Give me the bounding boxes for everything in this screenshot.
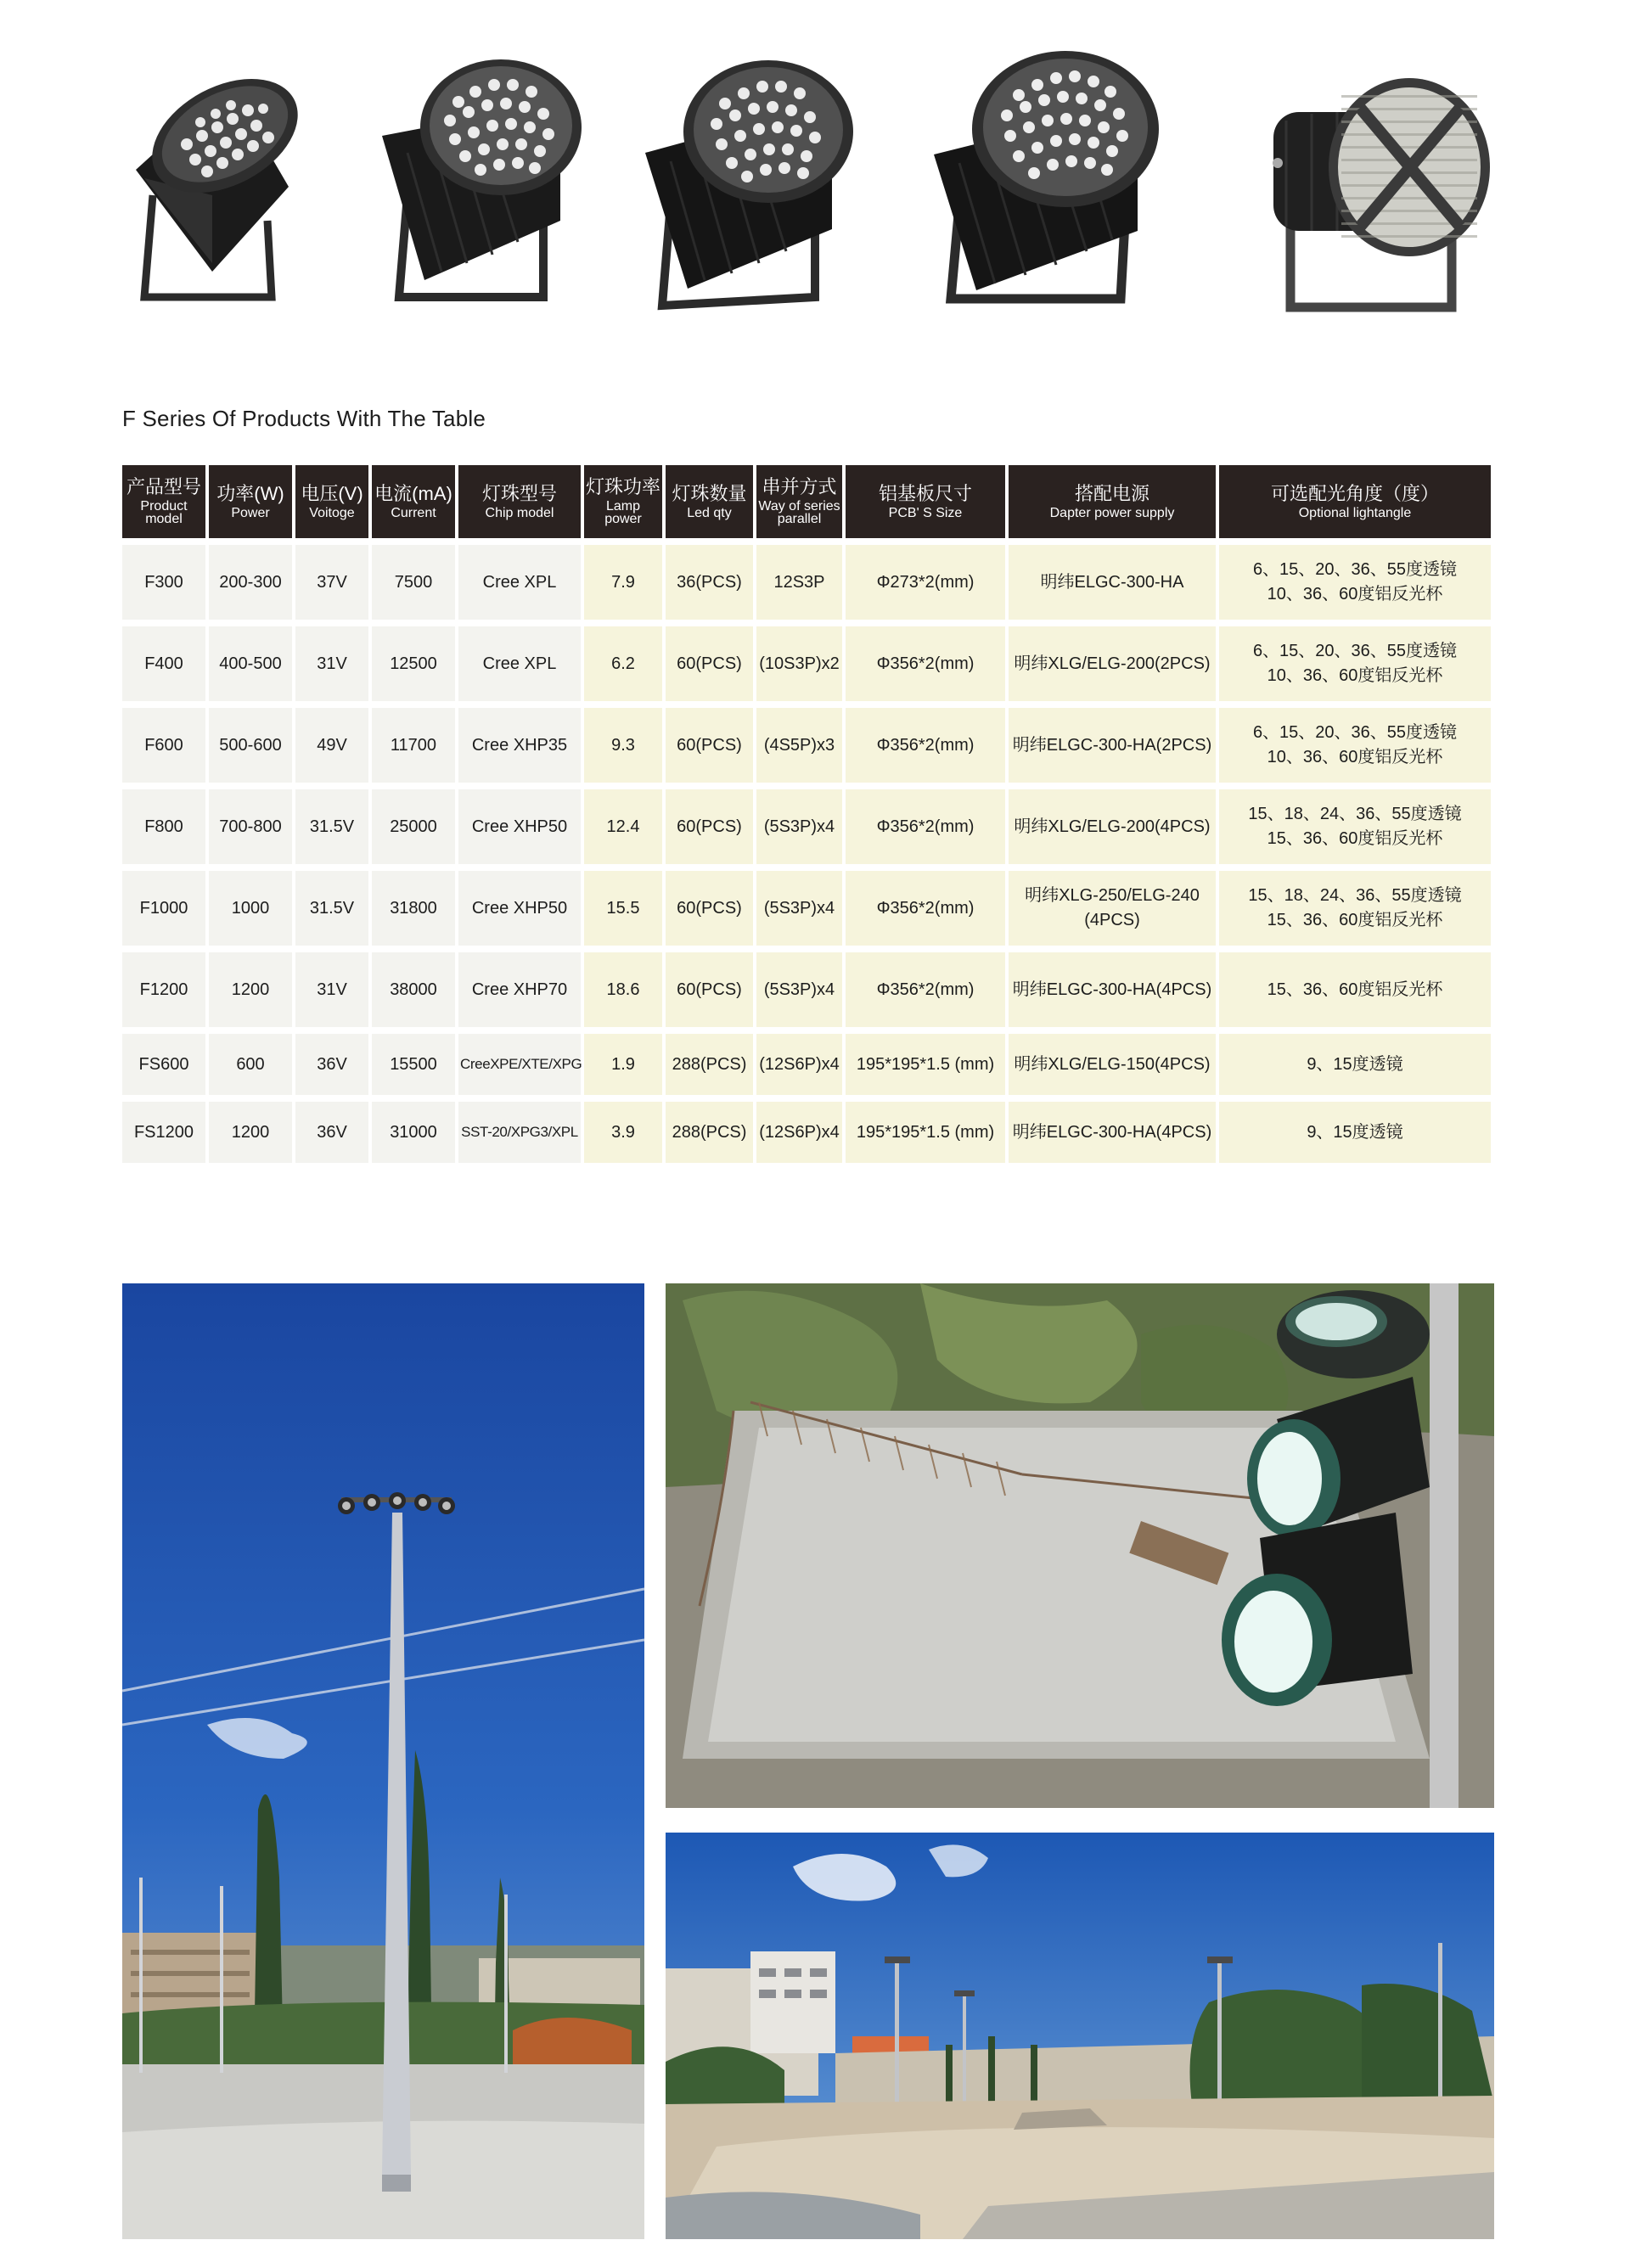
cell-angle: 9、15度透镜	[1219, 1034, 1491, 1095]
table-body	[122, 545, 1491, 1163]
cell-pcb: Φ356*2(mm)	[846, 708, 1005, 783]
cell-led-qty: 60(PCS)	[666, 789, 753, 864]
cell-chip: CreeXPE/XTE/XPG	[458, 1034, 581, 1095]
header-voltage: 电压(V) Voitoge	[295, 465, 368, 538]
cell-voltage: 31V	[295, 952, 368, 1027]
cell-led-qty: 288(PCS)	[666, 1034, 753, 1095]
cell-model: FS600	[122, 1034, 205, 1095]
product-photo-f600	[637, 51, 857, 314]
cell-voltage: 49V	[295, 708, 368, 783]
table-header-row	[122, 465, 1491, 538]
table-row	[122, 708, 1491, 783]
cell-model: F400	[122, 626, 205, 701]
cell-led-qty: 60(PCS)	[666, 708, 753, 783]
table-row	[122, 952, 1491, 1027]
section-title: F Series Of Products With The Table	[122, 406, 486, 431]
cell-chip: Cree XPL	[458, 545, 581, 620]
cell-angle: 15、36、60度铝反光杯	[1219, 952, 1491, 1027]
product-photo-f400	[374, 51, 586, 314]
cell-lamp-power: 6.2	[584, 626, 662, 701]
cell-pcb: Φ273*2(mm)	[846, 545, 1005, 620]
cell-angle: 15、18、24、36、55度透镜 15、36、60度铝反光杯	[1219, 789, 1491, 864]
cell-angle: 9、15度透镜	[1219, 1102, 1491, 1163]
cell-power: 400-500	[209, 626, 292, 701]
cell-led-qty: 60(PCS)	[666, 952, 753, 1027]
header-current: 电流(mA) Current	[372, 465, 455, 538]
cell-lamp-power: 7.9	[584, 545, 662, 620]
cell-pcb: 195*195*1.5 (mm)	[846, 1034, 1005, 1095]
cell-voltage: 37V	[295, 545, 368, 620]
cell-pcb: 195*195*1.5 (mm)	[846, 1102, 1005, 1163]
cell-model: F1000	[122, 871, 205, 946]
cell-angle: 6、15、20、36、55度透镜 10、36、60度铝反光杯	[1219, 708, 1491, 783]
header-lamp-power: 灯珠功率 Lamp power	[584, 465, 662, 538]
header-chip-model: 灯珠型号 Chip model	[458, 465, 581, 538]
cell-current: 31800	[372, 871, 455, 946]
product-photo-f800	[925, 44, 1163, 316]
cell-supply: 明纬ELGC-300-HA(4PCS)	[1009, 952, 1216, 1027]
cell-voltage: 31.5V	[295, 871, 368, 946]
cell-supply: 明纬ELGC-300-HA(4PCS)	[1009, 1102, 1216, 1163]
cell-supply: 明纬XLG/ELG-200(4PCS)	[1009, 789, 1216, 864]
cell-supply: 明纬ELGC-300-HA(2PCS)	[1009, 708, 1216, 783]
cell-current: 11700	[372, 708, 455, 783]
cell-model: F800	[122, 789, 205, 864]
cell-power: 700-800	[209, 789, 292, 864]
cell-supply: 明纬XLG/ELG-150(4PCS)	[1009, 1034, 1216, 1095]
spec-table	[119, 458, 1494, 1170]
cell-chip: Cree XPL	[458, 626, 581, 701]
cell-chip: Cree XHP35	[458, 708, 581, 783]
cell-pcb: Φ356*2(mm)	[846, 789, 1005, 864]
cell-current: 15500	[372, 1034, 455, 1095]
cell-current: 31000	[372, 1102, 455, 1163]
cell-series: 12S3P	[756, 545, 842, 620]
cell-power: 600	[209, 1034, 292, 1095]
photo-night-court-floodlights	[666, 1283, 1494, 1808]
cell-series: (10S3P)x2	[756, 626, 842, 701]
cell-lamp-power: 3.9	[584, 1102, 662, 1163]
cell-current: 25000	[372, 789, 455, 864]
cell-current: 7500	[372, 545, 455, 620]
cell-voltage: 31V	[295, 626, 368, 701]
header-power-supply: 搭配电源 Dapter power supply	[1009, 465, 1216, 538]
cell-power: 1000	[209, 871, 292, 946]
cell-model: F300	[122, 545, 205, 620]
cell-series: (5S3P)x4	[756, 871, 842, 946]
cell-supply: 明纬ELGC-300-HA	[1009, 545, 1216, 620]
cell-angle: 6、15、20、36、55度透镜 10、36、60度铝反光杯	[1219, 545, 1491, 620]
cell-chip: SST-20/XPG3/XPL	[458, 1102, 581, 1163]
cell-led-qty: 36(PCS)	[666, 545, 753, 620]
photo-high-mast-pole	[122, 1283, 644, 2239]
cell-current: 38000	[372, 952, 455, 1027]
table-row	[122, 545, 1491, 620]
cell-power: 200-300	[209, 545, 292, 620]
cell-model: F600	[122, 708, 205, 783]
product-photo-f300	[119, 59, 314, 306]
cell-model: F1200	[122, 952, 205, 1027]
cell-current: 12500	[372, 626, 455, 701]
header-pcb-size: 铝基板尺寸 PCB' S Size	[846, 465, 1005, 538]
cell-voltage: 31.5V	[295, 789, 368, 864]
photo-sports-field-construction	[666, 1833, 1494, 2239]
cell-chip: Cree XHP50	[458, 789, 581, 864]
cell-series: (5S3P)x4	[756, 789, 842, 864]
cell-series: (12S6P)x4	[756, 1102, 842, 1163]
cell-chip: Cree XHP70	[458, 952, 581, 1027]
header-series-parallel: 串并方式 Way of series parallel	[756, 465, 842, 538]
table-row	[122, 1102, 1491, 1163]
cell-power: 1200	[209, 952, 292, 1027]
header-led-qty: 灯珠数量 Led qty	[666, 465, 753, 538]
table-row	[122, 789, 1491, 864]
cell-model: FS1200	[122, 1102, 205, 1163]
cell-power: 500-600	[209, 708, 292, 783]
cell-lamp-power: 18.6	[584, 952, 662, 1027]
cell-lamp-power: 15.5	[584, 871, 662, 946]
cell-chip: Cree XHP50	[458, 871, 581, 946]
table-row	[122, 626, 1491, 701]
cell-series: (5S3P)x4	[756, 952, 842, 1027]
header-light-angle: 可选配光角度（度） Optional lightangle	[1219, 465, 1491, 538]
product-photo-row	[110, 51, 1511, 331]
cell-supply: 明纬XLG/ELG-200(2PCS)	[1009, 626, 1216, 701]
cell-lamp-power: 9.3	[584, 708, 662, 783]
cell-pcb: Φ356*2(mm)	[846, 871, 1005, 946]
cell-angle: 15、18、24、36、55度透镜 15、36、60度铝反光杯	[1219, 871, 1491, 946]
cell-led-qty: 60(PCS)	[666, 626, 753, 701]
header-power: 功率(W) Power	[209, 465, 292, 538]
cell-lamp-power: 12.4	[584, 789, 662, 864]
cell-led-qty: 288(PCS)	[666, 1102, 753, 1163]
table-row	[122, 1034, 1491, 1095]
cell-voltage: 36V	[295, 1102, 368, 1163]
cell-angle: 6、15、20、36、55度透镜 10、36、60度铝反光杯	[1219, 626, 1491, 701]
cell-supply: 明纬XLG-250/ELG-240 (4PCS)	[1009, 871, 1216, 946]
cell-series: (4S5P)x3	[756, 708, 842, 783]
header-product-model: 产品型号 Product model	[122, 465, 205, 538]
cell-pcb: Φ356*2(mm)	[846, 952, 1005, 1027]
product-photo-fs-series	[1248, 61, 1494, 324]
cell-voltage: 36V	[295, 1034, 368, 1095]
table-row	[122, 871, 1491, 946]
cell-lamp-power: 1.9	[584, 1034, 662, 1095]
cell-pcb: Φ356*2(mm)	[846, 626, 1005, 701]
cell-series: (12S6P)x4	[756, 1034, 842, 1095]
cell-led-qty: 60(PCS)	[666, 871, 753, 946]
cell-power: 1200	[209, 1102, 292, 1163]
